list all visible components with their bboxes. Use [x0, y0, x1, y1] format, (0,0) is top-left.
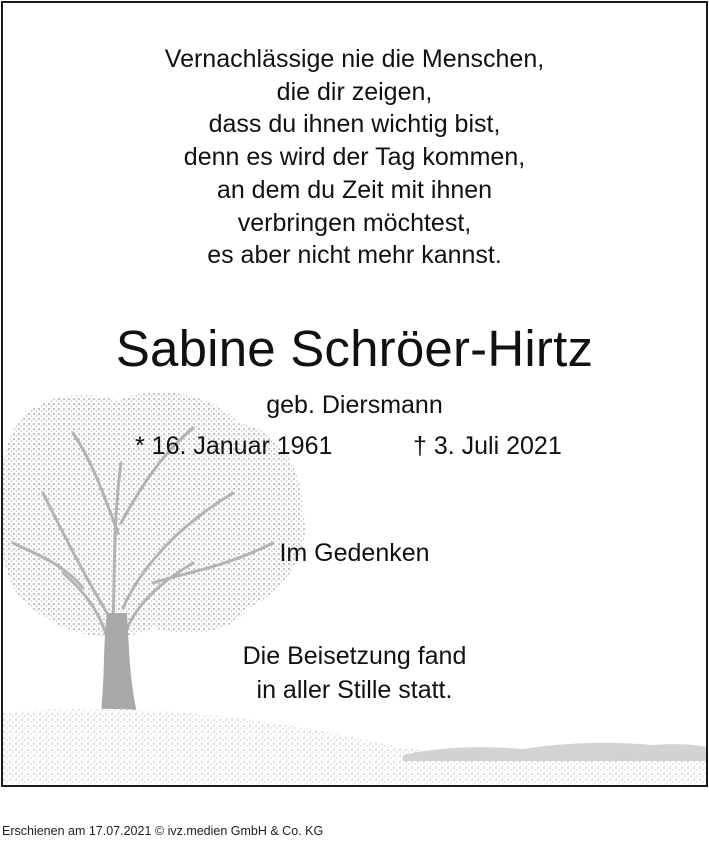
- memory-text: Im Gedenken: [279, 539, 430, 567]
- notice-content: [3, 3, 706, 785]
- poem-line: denn es wird der Tag kommen,: [183, 143, 526, 172]
- maiden-name: geb. Diersmann: [266, 391, 443, 419]
- poem: [3, 43, 706, 272]
- poem-line: an dem du Zeit mit ihnen: [216, 175, 493, 204]
- poem-line: Vernachlässige nie die Menschen,: [164, 45, 545, 73]
- poem-line: dass du ihnen wichtig bist,: [208, 110, 501, 139]
- poem-line: es aber nicht mehr kannst.: [207, 241, 502, 270]
- funeral-note: [3, 639, 706, 707]
- funeral-line: Die Beisetzung fand: [242, 642, 467, 670]
- funeral-line: in aller Stille statt.: [256, 676, 453, 704]
- deceased-name: Sabine Schröer-Hirtz: [115, 320, 594, 377]
- poem-line: verbringen möchtest,: [237, 208, 472, 237]
- publication-footer: Erschienen am 17.07.2021 © ivz.medien GmbH & Co. KG: [2, 824, 324, 838]
- obituary-notice: [1, 1, 708, 787]
- death-date: † 3. Juli 2021: [413, 432, 562, 460]
- poem-line: die dir zeigen,: [276, 77, 433, 106]
- birth-date: * 16. Januar 1961: [135, 432, 333, 460]
